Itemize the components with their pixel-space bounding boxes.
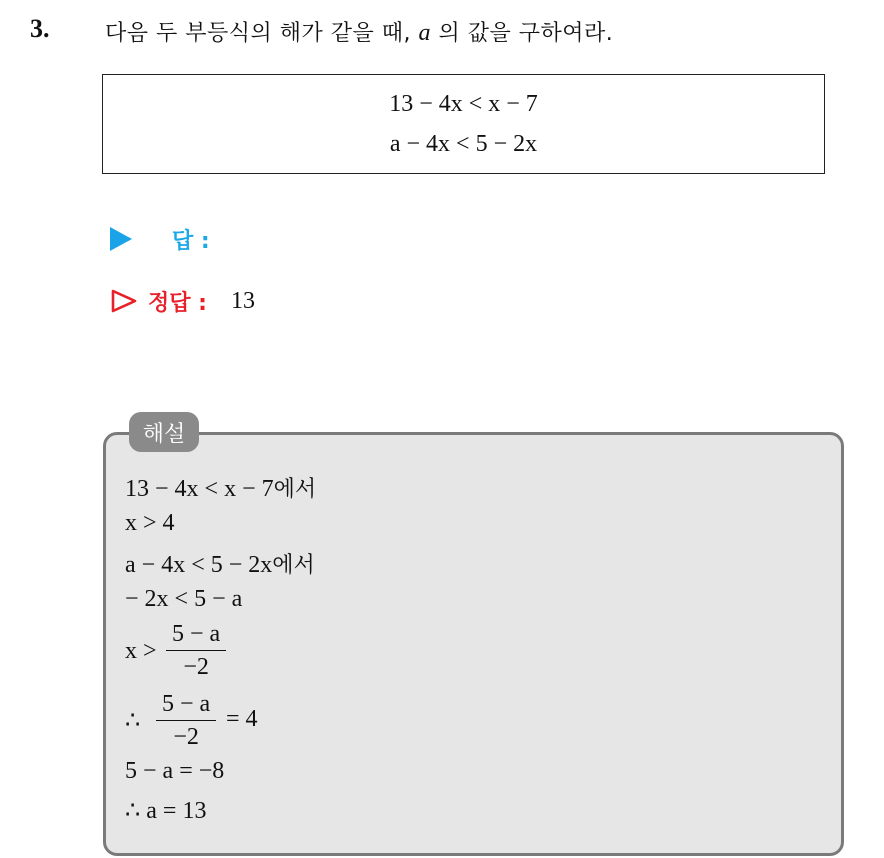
solution-line-1-suffix: 에서: [273, 477, 317, 502]
solution-line-2: x > 4: [125, 510, 175, 536]
question-text: [105, 16, 613, 47]
question-variable: a: [418, 20, 431, 46]
solution-line-5-fraction: [166, 620, 226, 681]
play-outline-icon: [110, 288, 138, 314]
correct-answer-value: 13: [230, 287, 255, 314]
solution-line-8: ∴ a = 13: [125, 798, 207, 824]
fraction-denominator: −2: [183, 654, 209, 680]
question-number: 3.: [30, 14, 50, 43]
solution-line-6-suffix: = 4: [226, 706, 258, 732]
solution-line-3: [125, 548, 315, 579]
correct-answer-label: 정답 :: [148, 290, 207, 316]
answer-label: 답 :: [172, 228, 210, 254]
solution-line-5-prefix: x >: [125, 638, 157, 664]
fraction-numerator: 5 − a: [156, 690, 216, 721]
solution-line-3-math: a − 4x < 5 − 2x: [125, 552, 273, 578]
fraction-denominator: −2: [173, 724, 199, 750]
question-text-after: 의 값을 구하여라.: [430, 21, 614, 46]
play-filled-icon: [110, 227, 132, 251]
solution-line-3-suffix: 에서: [272, 553, 315, 578]
answer-row: [110, 224, 210, 254]
solution-line-7: 5 − a = −8: [125, 758, 225, 784]
solution-line-6-therefore: ∴: [125, 708, 141, 734]
inequality-box: [102, 74, 825, 174]
solution-line-1-math: 13 − 4x < x − 7: [125, 476, 274, 502]
solution-line-4: − 2x < 5 − a: [125, 586, 243, 612]
fraction-numerator: 5 − a: [166, 620, 226, 651]
solution-tag: 해설: [129, 412, 199, 452]
solution-line-6-fraction: [156, 690, 216, 751]
inequality-2: a − 4x < 5 − 2x: [389, 131, 538, 157]
correct-answer-row: [110, 286, 255, 316]
inequality-1: 13 − 4x < x − 7: [389, 91, 538, 117]
solution-line-1: [125, 472, 316, 503]
question-text-before: 다음 두 부등식의 해가 같을 때,: [105, 21, 419, 46]
